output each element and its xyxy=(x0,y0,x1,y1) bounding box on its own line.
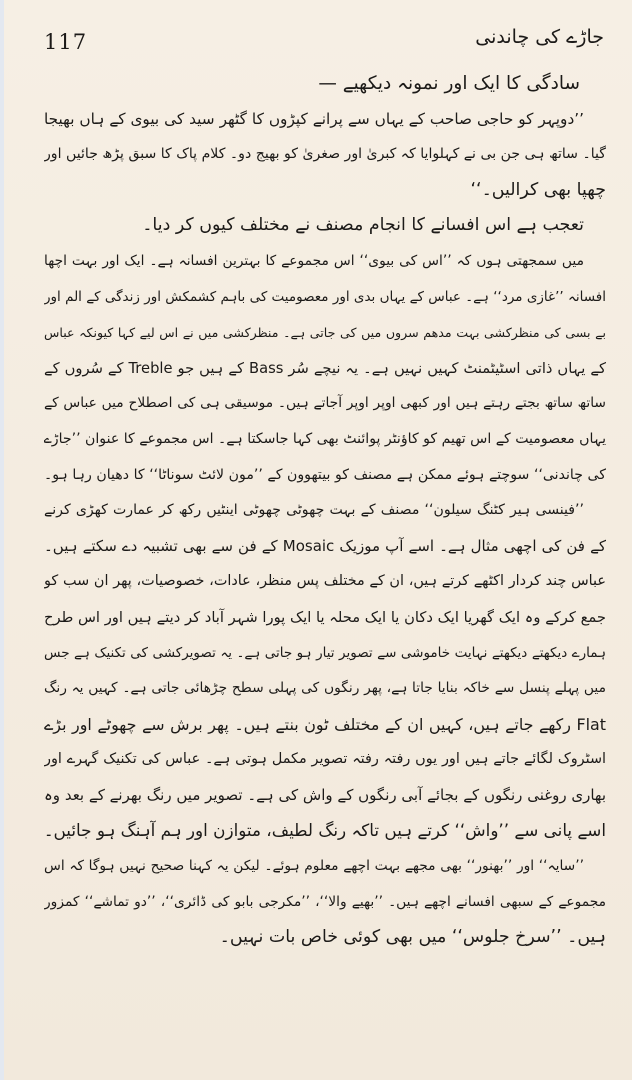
text-line: عباس چند کردار اکٹھے کرتے ہیں، ان کے مختلف پس منظر، عادات، خصوصیات، پھر ان سب کو xyxy=(44,573,606,590)
text-line: تعجب ہے اس افسانے کا انجام مصنف نے مختلف کیوں کر دیا۔ xyxy=(142,215,584,236)
text-line: یہاں معصومیت کے اس تھیم کو کاؤنٹر پوائنٹ بھی کہا جاسکتا ہے۔ اس مجموعے کا عنوان ’’جاڑے xyxy=(44,430,606,447)
text-line: کی چاندنی‘‘ سوچتے ہوئے ممکن ہے مصنف کو بیتھوون کے ’’مون لائٹ سوناٹا‘‘ کا دھیان رہا ہو۔ xyxy=(44,466,606,483)
text-line: ساتھ ساتھ بجتے رہتے ہیں اور کبھی اوپر اوپر آجاتے ہیں۔ موسیقی ہی کی اصطلاح میں عباس کے xyxy=(44,395,606,412)
text-line: افسانہ ’’غازی مرد‘‘ ہے۔ عباس کے یہاں بدی اور معصومیت کی باہم کشمکش اور زندگی کے الم اور xyxy=(44,288,606,305)
text-line: جمع کرکے وہ ایک گھریا ایک دکان یا ایک محلہ یا ایک پورا شہر آباد کر دیتے ہیں اور اس طرح xyxy=(44,608,606,626)
running-title: جاڑے کی چاندنی xyxy=(475,26,604,48)
text-line: اسٹروک لگائے جاتے ہیں اور یوں رفتہ رفتہ تصویر مکمل ہوتی ہے۔ عباس کی تکنیک گہرے اور xyxy=(44,751,606,768)
text-line: بے بسی کی منظرکشی بہت مدھم سروں میں کی جاتی ہے۔ منظرکشی میں نے اس لیے کہا کیونکہ عباس xyxy=(44,325,606,341)
text-line: کے یہاں ذاتی اسٹیٹمنٹ کہیں نہیں ہے۔ یہ نیچے سُر Bass کے ہیں جو Treble کے سُروں کے xyxy=(44,359,606,377)
text-line: میں سمجھتی ہوں کہ ’’اس کی بیوی‘‘ اس مجموعے کا بہترین افسانہ ہے۔ ایک اور بہت اچھا xyxy=(44,252,584,269)
text-line: ’’فینسی ہیر کٹنگ سیلون‘‘ مصنف کے بہت چھوٹی چھوٹی اینٹیں رکھ کر عمارت کھڑی کرنے xyxy=(44,502,584,519)
text-line: گیا۔ ساتھ ہی جن بی نے کہلوایا کہ کبریٰ اور صغریٰ کو بھیج دو۔ کلام پاک کا سبق پڑھ جائیں اور xyxy=(44,146,606,163)
text-line: مجموعے کے سبھی افسانے اچھے ہیں۔ ’’بھیے والا‘‘، ’’مکرجی بابو کی ڈائری‘‘، ’’دو تماشے‘‘ کمزور xyxy=(44,893,606,910)
text-line: اسے پانی سے ’’واش‘‘ کرتے ہیں تاکہ رنگ لطیف، متوازن اور ہم آہنگ ہو جائیں۔ xyxy=(44,820,606,841)
text-line: ’’سایہ‘‘ اور ’’بھنور‘‘ بھی مجھے بہت اچھے معلوم ہوئے۔ لیکن یہ کہنا صحیح نہیں ہوگا کہ اس xyxy=(44,858,584,875)
text-line: ’’دوپہر کو حاجی صاحب کے یہاں سے پرانے کپڑوں کا گٹھر سید کی بیوی کے ہاں بھیجا xyxy=(44,109,584,128)
page-number: 117 xyxy=(44,30,88,54)
text-line: سادگی کا ایک اور نمونہ دیکھیے — xyxy=(318,73,580,94)
body-text xyxy=(44,66,606,956)
text-line: ہیں۔ ’’سرخ جلوس‘‘ میں بھی کوئی خاص بات نہیں۔ xyxy=(219,927,606,948)
text-line: بھاری روغنی رنگوں کے بجائے آبی رنگوں کے واش کی ہے۔ تصویر میں رنگ بھرنے کے بعد وہ xyxy=(44,785,606,804)
page-header xyxy=(44,22,604,62)
text-line: ہمارے دیکھتے دیکھتے نہایت خاموشی سے تصویر تیار ہو جاتی ہے۔ یہ تصویرکشی کی تکنیک ہے جس xyxy=(44,644,606,661)
text-line: Flat رکھے جاتے ہیں، کہیں ان کے مختلف ٹون بنتے ہیں۔ پھر برش سے چھوٹے اور بڑے xyxy=(44,714,606,734)
text-line: کے فن کی اچھی مثال ہے۔ اسے آپ موزیک Mosaic کے فن سے بھی تشبیہ دے سکتے ہیں۔ xyxy=(44,536,606,555)
text-line: چھپا بھی کرالیں۔‘‘ xyxy=(470,179,606,200)
text-line: میں پہلے پنسل سے خاکہ بنایا جاتا ہے، پھر رنگوں کی پہلی سطح چڑھائی جاتی ہے۔ کہیں یہ رنگ xyxy=(44,680,606,697)
